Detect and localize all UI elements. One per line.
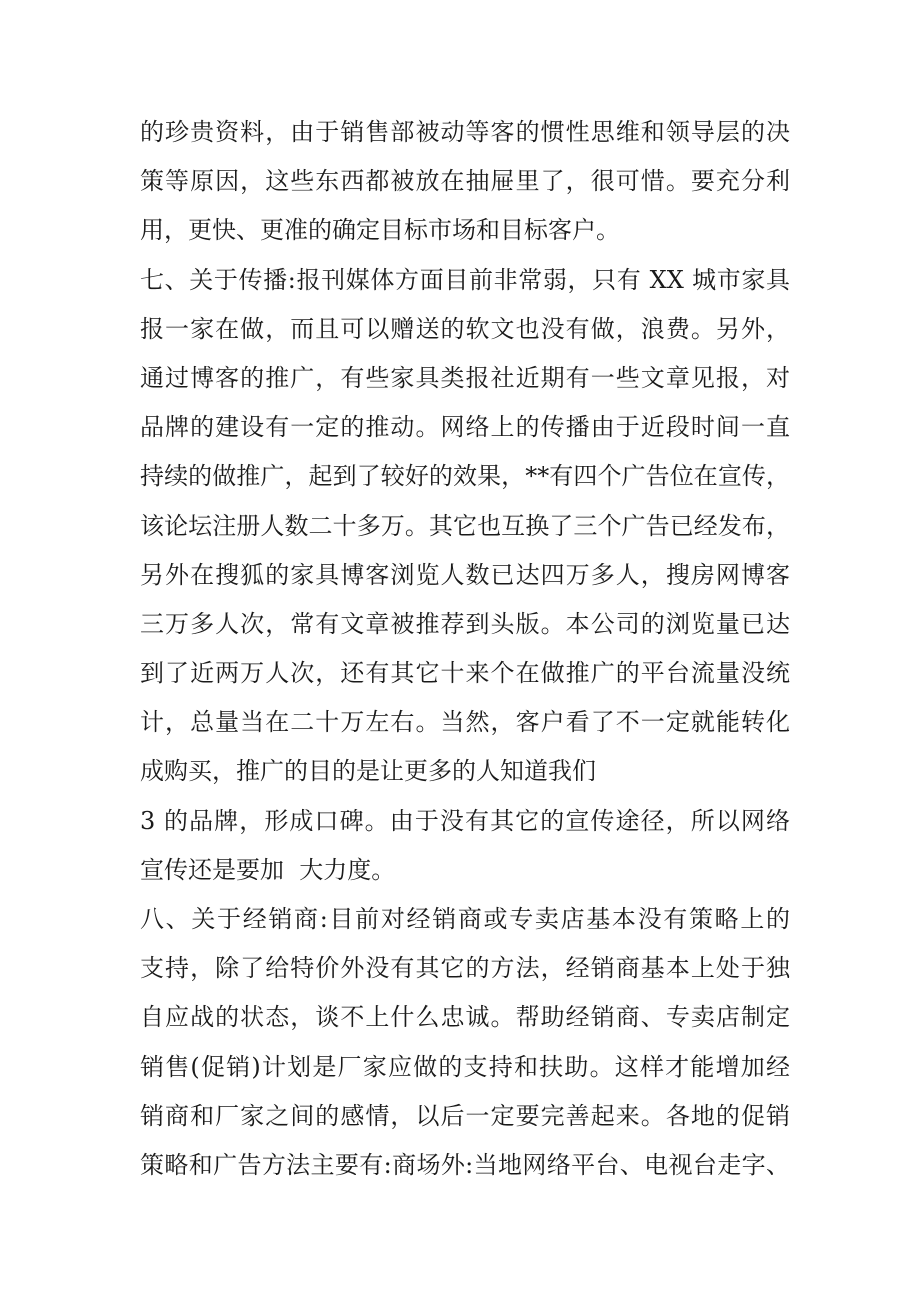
text-line: 品牌的建设有一定的推动。网络上的传播由于近段时间一直 xyxy=(140,413,790,442)
text-line: 宣传还是要加 大力度。 xyxy=(140,855,396,884)
text-line: 报一家在做，而且可以赠送的软文也没有做，浪费。另外， xyxy=(140,314,790,343)
text-line: 三万多人次，常有文章被推荐到头版。本公司的浏览量已达 xyxy=(140,609,790,638)
text-line: 通过博客的推广，有些家具类报社近期有一些文章见报，对 xyxy=(140,363,790,392)
text-line: 销商和厂家之间的感情，以后一定要完善起来。各地的促销 xyxy=(140,1101,790,1130)
document-body xyxy=(140,108,790,1190)
text-line: 七、关于传播:报刊媒体方面目前非常弱，只有 XX 城市家具 xyxy=(140,265,790,294)
text-line: 的珍贵资料，由于销售部被动等客的惯性思维和领导层的决 xyxy=(140,118,790,146)
text-line: 策略和广告方法主要有:商场外:当地网络平台、电视台走字、 xyxy=(140,1150,790,1179)
text-line: 支持，除了给特价外没有其它的方法，经销商基本上处于独 xyxy=(140,954,790,983)
text-line: 计，总量当在二十万左右。当然，客户看了不一定就能转化 xyxy=(140,708,790,737)
text-line: 策等原因，这些东西都被放在抽屉里了，很可惜。要充分利 xyxy=(140,167,790,196)
text-line: 八、关于经销商:目前对经销商或专卖店基本没有策略上的 xyxy=(140,905,790,933)
text-line: 持续的做推广，起到了较好的效果，**有四个广告位在宣传， xyxy=(140,462,790,491)
text-line: 成购买，推广的目的是让更多的人知道我们 xyxy=(140,757,596,786)
text-line: 到了近两万人次，还有其它十来个在做推广的平台流量没统 xyxy=(140,659,790,688)
text-line: 销售(促销)计划是厂家应做的支持和扶助。这样才能增加经 xyxy=(140,1052,790,1081)
text-line: 另外在搜狐的家具博客浏览人数已达四万多人，搜房网博客 xyxy=(140,560,790,589)
text-line: 自应战的状态，谈不上什么忠诚。帮助经销商、专卖店制定 xyxy=(140,1003,790,1032)
text-line: 3 的品牌，形成口碑。由于没有其它的宣传途径，所以网络 xyxy=(140,806,790,835)
text-line: 该论坛注册人数二十多万。其它也互换了三个广告已经发布， xyxy=(140,511,790,540)
text-line: 用，更快、更准的确定目标市场和目标客户。 xyxy=(140,216,620,245)
